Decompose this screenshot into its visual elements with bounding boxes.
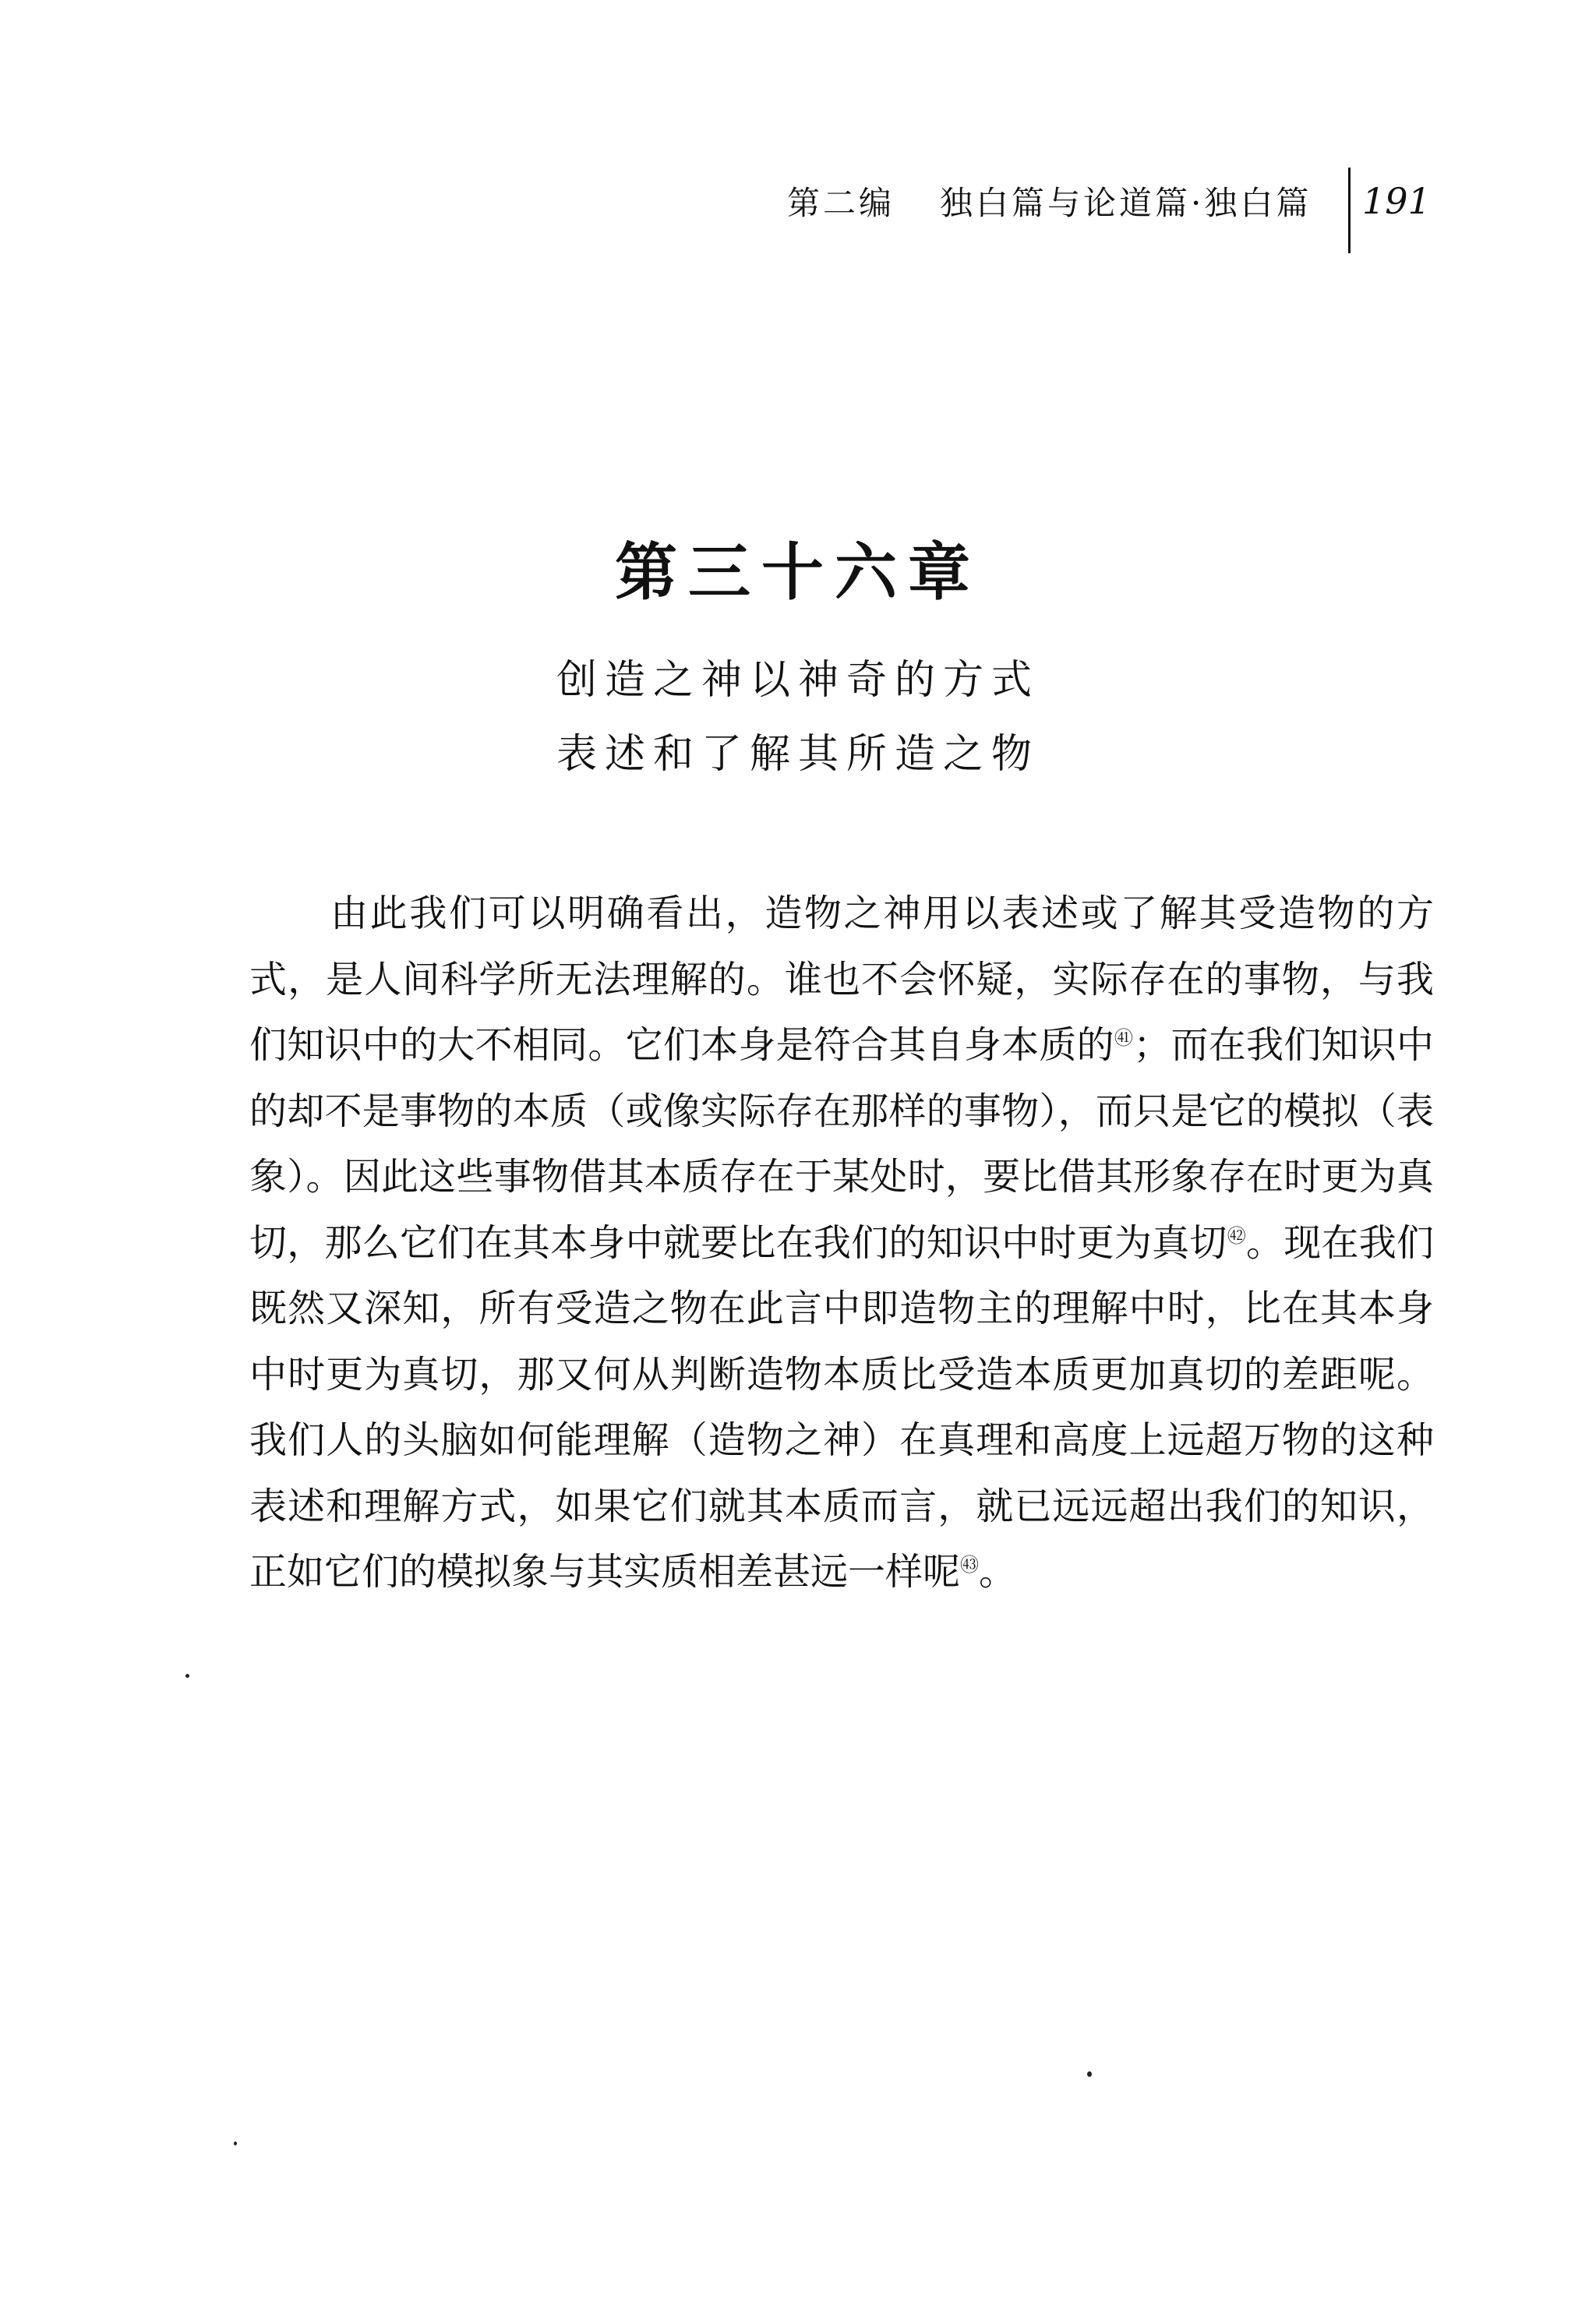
scan-speck bbox=[185, 1674, 189, 1678]
page-number: 191 bbox=[1362, 180, 1431, 222]
footnote-ref-42[interactable]: ㊷ bbox=[1227, 1224, 1246, 1247]
body-text-segment: 。现在我们既然又深知，所有受造之物在此言中即造物主的理解中时，比在其本身中时更为真切，那又何从判断造物本质比受造本质更加真切的差距呢。我们人的头脑如何能理解（造物之神）在真理和高度上远超万物的这种表述和理解方式，如果它们就其本质而言，就已远远超出我们的知识，正如它们的模拟象与其实质相差甚远一样呢 bbox=[249, 1220, 1434, 1594]
footnote-ref-41[interactable]: ㊶ bbox=[1114, 1027, 1134, 1049]
chapter-subtitle-line-1: 创造之神以神奇的方式 bbox=[556, 657, 1040, 704]
scan-speck bbox=[234, 2142, 237, 2145]
footnote-ref-43[interactable]: ㊸ bbox=[960, 1554, 980, 1576]
chapter-subtitle-line-2: 表述和了解其所造之物 bbox=[556, 731, 1040, 778]
body-text-segment: ；而在我们知识中的却不是事物的本质（或像实际存在那样的事物），而只是它的模拟（表象）。因此这些事物借其本质存在于某处时，要比借其形象存在时更为真切，那么它们在其本身中就要比在我们的知识中时更为真切 bbox=[249, 1023, 1434, 1265]
scan-speck bbox=[1087, 2071, 1092, 2077]
header-divider bbox=[1348, 168, 1351, 253]
body-text-segment: 由此我们可以明确看出，造物之神用以表述或了解其受造物的方式，是人间科学所无法理解的。谁也不会怀疑，实际存在的事物，与我们知识中的大不相同。它们本身是符合其自身本质的 bbox=[249, 892, 1434, 1067]
header-section: 独白篇与论道篇·独白篇 bbox=[940, 184, 1312, 222]
body-text-segment: 。 bbox=[979, 1550, 1017, 1594]
chapter-title: 第三十六章 bbox=[615, 535, 981, 609]
running-header bbox=[787, 178, 1312, 224]
header-part: 第二编 bbox=[787, 184, 895, 222]
body-paragraph bbox=[249, 881, 1434, 1605]
